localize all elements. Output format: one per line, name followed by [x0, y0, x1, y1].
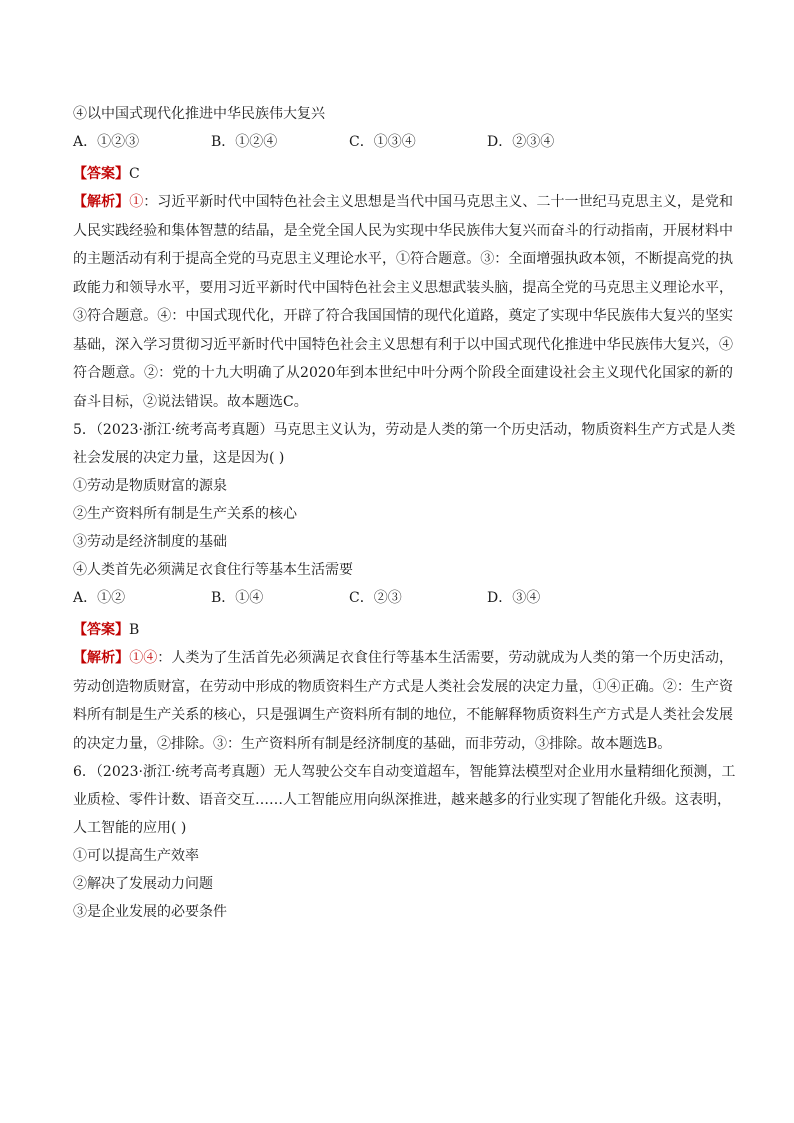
analysis-key: ①④ — [129, 650, 158, 666]
q5-answer — [73, 616, 733, 644]
q5-analysis — [73, 644, 733, 758]
q5-option-1: ①劳动是物质财富的源泉 — [73, 478, 227, 494]
answer-value: B — [129, 622, 140, 638]
document-page — [73, 100, 736, 926]
q5-choices — [73, 584, 733, 612]
q6-option-2: ②解决了发展动力问题 — [73, 876, 213, 892]
answer-tag: 【答案】 — [73, 622, 129, 638]
q5-choice-b[interactable]: B．①④ — [211, 590, 264, 606]
q5-option-2: ②生产资料所有制是生产关系的核心 — [73, 506, 297, 522]
q4-choices — [73, 128, 733, 156]
q5-choice-a[interactable]: A．①② — [73, 590, 126, 606]
q4-choice-a[interactable]: A．①②③ — [73, 134, 140, 150]
q4-choice-b[interactable]: B．①②④ — [211, 134, 278, 150]
q4-analysis — [73, 188, 733, 416]
q5-choice-c[interactable]: C．②③ — [349, 590, 402, 606]
q4-answer — [73, 160, 733, 188]
q5-choice-d[interactable]: D．③④ — [487, 590, 541, 606]
q5-option-4: ④人类首先必须满足衣食住行等基本生活需要 — [73, 562, 353, 578]
q6-option-3: ③是企业发展的必要条件 — [73, 904, 227, 920]
q5-stem-line-1: 5．（2023·浙江·统考高考真题）马克思主义认为，劳动是人类的第一个历史活动，物质资料生产方式是人类 — [73, 422, 736, 438]
analysis-tag: 【解析】 — [73, 650, 130, 666]
analysis-text: ：人类为了生活首先必须满足衣食住行等基本生活需要，劳动就成为人类的第一个历史活动，劳动创造物质财富，在劳动中形成的物质资料生产方式是人类社会发展的决定力量，①④正确。②：生产资料所有制是生产关系的核心，只是强调生产资料所有制的地位，不能解释物质资料生产方式是人类社会发展的决定力量，②排除。③：生产资料所有制是经济制度的基础，而非劳动，③排除。故本题选B。 — [73, 650, 734, 752]
q5-stem-line-2: 社会发展的决定力量，这是因为( ) — [73, 450, 285, 466]
q6-stem-line-2: 业质检、零件计数、语音交互……人工智能应用向纵深推进，越来越多的行业实现了智能化升级。这表明， — [73, 792, 731, 808]
analysis-text: ：习近平新时代中国特色社会主义思想是当代中国马克思主义、二十一世纪马克思主义，是党和人民实践经验和集体智慧的结晶，是全党全国人民为实现中华民族伟大复兴而奋斗的行动指南，开展材料中的主题活动有利于提高全党的马克思主义理论水平，①符合题意。③：全面增强执政本领，不断提高党的执政能力和领导水平，要用习近平新时代中国特色社会主义思想武装头脑，提高全党的马克思主义理论水平，③符合题意。④：中国式现代化，开辟了符合我国国情的现代化道路，奠定了实现中华民族伟大复兴的坚实基础，深入学习贯彻习近平新时代中国特色社会主义思想有利于以中国式现代化推进中华民族伟大复兴，④符合题意。②：党的十九大明确了从2020年到本世纪中叶分两个阶段全面建设社会主义现代化国家的新的奋斗目标，②说法错误。故本题选C。 — [73, 194, 734, 410]
q4-choice-d[interactable]: D．②③④ — [487, 134, 555, 150]
q6-option-1: ①可以提高生产效率 — [73, 848, 199, 864]
q4-choice-c[interactable]: C．①③④ — [349, 134, 416, 150]
q6-stem-line-3: 人工智能的应用( ) — [73, 820, 187, 836]
analysis-tag: 【解析】 — [73, 194, 130, 210]
answer-value: C — [129, 166, 140, 182]
q5-option-3: ③劳动是经济制度的基础 — [73, 534, 227, 550]
answer-tag: 【答案】 — [73, 166, 129, 182]
q6-stem-line-1: 6．（2023·浙江·统考高考真题）无人驾驶公交车自动变道超车，智能算法模型对企业用水量精细化预测，工 — [73, 764, 736, 780]
analysis-key: ① — [129, 194, 144, 210]
q4-option-4: ④以中国式现代化推进中华民族伟大复兴 — [73, 106, 325, 122]
